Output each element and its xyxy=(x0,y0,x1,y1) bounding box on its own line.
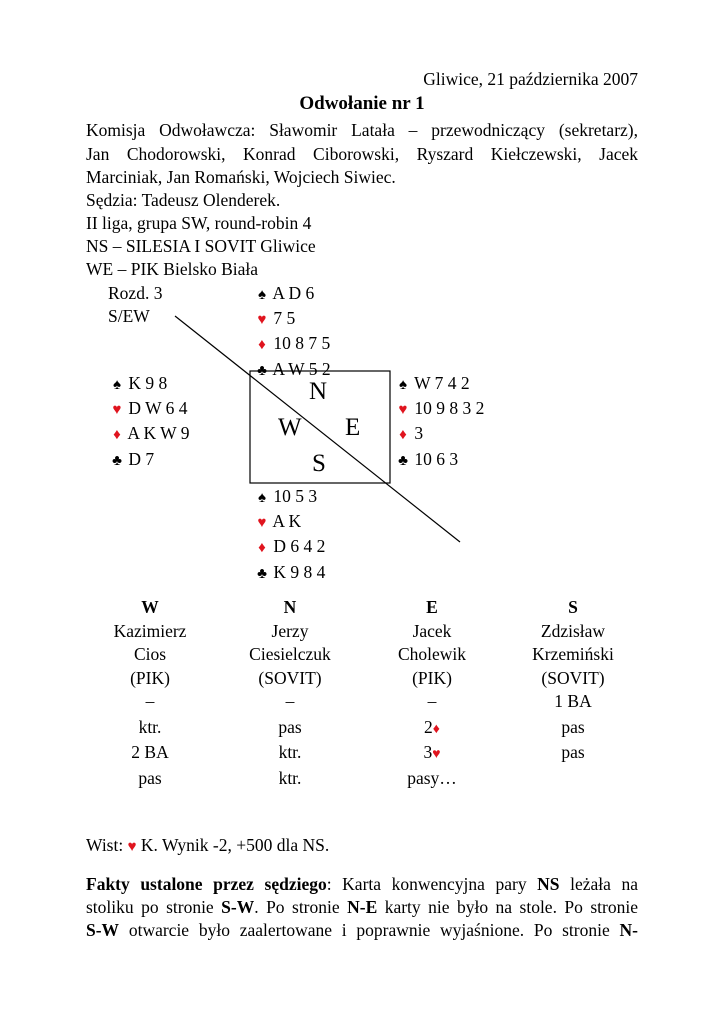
bid: pas xyxy=(561,742,585,762)
facts-text: karty nie było na stole. Po stronie xyxy=(377,897,638,917)
south-diamonds: D 6 4 2 xyxy=(273,536,326,557)
club-icon: ♣ xyxy=(398,452,408,469)
facts-bold: NS xyxy=(537,874,560,894)
committee-line-3: Marciniak, Jan Romański, Wojciech Siwiec. xyxy=(86,167,396,187)
judge-line: Sędzia: Tadeusz Olenderek. xyxy=(86,190,281,210)
spade-icon: ♠ xyxy=(399,377,407,393)
north-hand xyxy=(255,282,331,383)
west-clubs: D 7 xyxy=(128,448,155,469)
board-number: Rozd. 3 xyxy=(108,283,163,303)
bid: pas xyxy=(138,767,162,788)
player-last-name: Krzemiński xyxy=(532,644,614,664)
spade-icon: ♠ xyxy=(258,287,266,303)
league-line: II liga, grupa SW, round-robin 4 xyxy=(86,213,312,233)
opening-lead xyxy=(86,834,638,859)
heart-icon: ♥ xyxy=(257,515,267,532)
dealer-vulnerability: S/EW xyxy=(108,306,150,326)
player-first-name: Kazimierz xyxy=(113,620,187,641)
east-spades: W 7 4 2 xyxy=(414,373,470,393)
seat-w: W xyxy=(141,597,159,617)
diamond-icon: ♦ xyxy=(258,337,266,354)
west-hearts: D W 6 4 xyxy=(128,398,188,419)
auction-column-e xyxy=(362,596,502,790)
south-hearts: A K xyxy=(272,511,302,532)
east-hearts: 10 9 8 3 2 xyxy=(414,398,485,419)
west-hand xyxy=(110,372,190,473)
bid xyxy=(503,767,643,791)
lead-label: Wist: xyxy=(86,835,124,855)
facts-text: : Karta konwencyjna pary xyxy=(326,874,538,894)
heart-icon: ♥ xyxy=(257,312,267,329)
player-first-name: Jacek xyxy=(412,620,452,641)
committee-line-1: Komisja Odwoławcza: Sławomir Latała – przewodniczący (sekretarz), xyxy=(86,120,638,140)
player-last-name: Cholewik xyxy=(397,644,467,664)
facts-line-3 xyxy=(86,919,638,942)
heart-icon: ♥ xyxy=(112,402,122,419)
compass-w: W xyxy=(278,414,302,441)
bid: ktr. xyxy=(138,716,162,737)
facts-line-2 xyxy=(86,896,638,919)
diamond-icon: ♦ xyxy=(258,540,266,557)
bid xyxy=(362,741,502,765)
player-team: (SOVIT) xyxy=(541,667,605,688)
facts-heading: Fakty ustalone przez sędziego xyxy=(86,874,327,894)
auction-column-s xyxy=(503,596,643,790)
club-icon: ♣ xyxy=(112,452,122,469)
spade-icon: ♠ xyxy=(113,377,121,393)
player-first-name: Jerzy xyxy=(271,620,309,641)
we-team-line: WE – PIK Bielsko Biała xyxy=(86,259,259,279)
seat-e: E xyxy=(426,597,438,617)
bid: pas xyxy=(561,716,585,737)
facts-line-1 xyxy=(86,873,638,896)
player-team: (PIK) xyxy=(130,667,170,688)
compass-s: S xyxy=(312,450,326,477)
committee-line-2: Jan Chodorowski, Konrad Ciborowski, Ryszard Kiełczewski, Jacek xyxy=(86,144,638,164)
east-diamonds: 3 xyxy=(414,423,424,444)
bid: ktr. xyxy=(278,767,302,788)
ns-team-line: NS – SILESIA I SOVIT Gliwice xyxy=(86,236,316,256)
north-hearts: 7 5 xyxy=(273,308,296,329)
seat-s: S xyxy=(568,597,578,617)
compass-n: N xyxy=(309,378,328,405)
page-title: Odwołanie nr 1 xyxy=(299,93,425,114)
seat-n: N xyxy=(283,597,297,617)
diamond-icon: ♦ xyxy=(399,427,407,444)
north-clubs: A W 5 2 xyxy=(272,358,331,379)
heart-icon: ♥ xyxy=(127,839,137,855)
east-clubs: 10 6 3 xyxy=(414,448,459,469)
bid: pasy… xyxy=(407,767,457,788)
lead-result: K. Wynik -2, +500 dla NS. xyxy=(140,835,330,855)
facts-bold: N-E xyxy=(347,897,378,917)
diamond-icon: ♦ xyxy=(113,427,121,444)
south-clubs: K 9 8 4 xyxy=(273,561,326,582)
diamond-icon: ♦ xyxy=(432,721,440,737)
facts-text: stoliku po stronie xyxy=(86,897,222,917)
facts-bold: N- xyxy=(619,920,638,940)
player-team: (SOVIT) xyxy=(258,667,322,688)
south-hand xyxy=(255,485,325,586)
bid: pas xyxy=(278,716,302,737)
bid-level: 2 xyxy=(424,716,433,737)
bid: – xyxy=(285,691,295,711)
bid xyxy=(362,716,502,740)
bid: 1 BA xyxy=(554,691,592,711)
east-hand xyxy=(396,372,484,473)
bid: 2 BA xyxy=(131,742,169,762)
bid: – xyxy=(427,691,437,711)
player-last-name: Cios xyxy=(133,644,167,664)
place-date: Gliwice, 21 października 2007 xyxy=(423,69,638,89)
north-spades: A D 6 xyxy=(272,283,315,303)
west-spades: K 9 8 xyxy=(128,373,168,393)
club-icon: ♣ xyxy=(257,362,267,379)
south-spades: 10 5 3 xyxy=(273,486,318,506)
facts-bold: S-W xyxy=(86,920,120,940)
player-team: (PIK) xyxy=(412,667,452,688)
club-icon: ♣ xyxy=(257,565,267,582)
north-diamonds: 10 8 7 5 xyxy=(273,333,331,354)
bid: – xyxy=(145,691,155,711)
spade-icon: ♠ xyxy=(258,490,266,506)
facts-text: leżała na xyxy=(559,874,639,894)
auction-column-w xyxy=(80,596,220,790)
auction-column-n xyxy=(220,596,360,790)
facts-text: otwarcie było zaalertowane i poprawnie wyjaśnione. Po stronie xyxy=(119,920,620,940)
bid: ktr. xyxy=(278,742,302,762)
heart-icon: ♥ xyxy=(398,402,408,419)
player-last-name: Ciesielczuk xyxy=(249,644,331,664)
bid-level: 3 xyxy=(423,742,433,762)
facts-bold: S-W xyxy=(221,897,255,917)
compass-e: E xyxy=(345,414,361,441)
heart-icon: ♥ xyxy=(432,747,441,762)
player-first-name: Zdzisław xyxy=(540,620,606,641)
west-diamonds: A K W 9 xyxy=(127,423,190,444)
facts-text: . Po stronie xyxy=(254,897,348,917)
